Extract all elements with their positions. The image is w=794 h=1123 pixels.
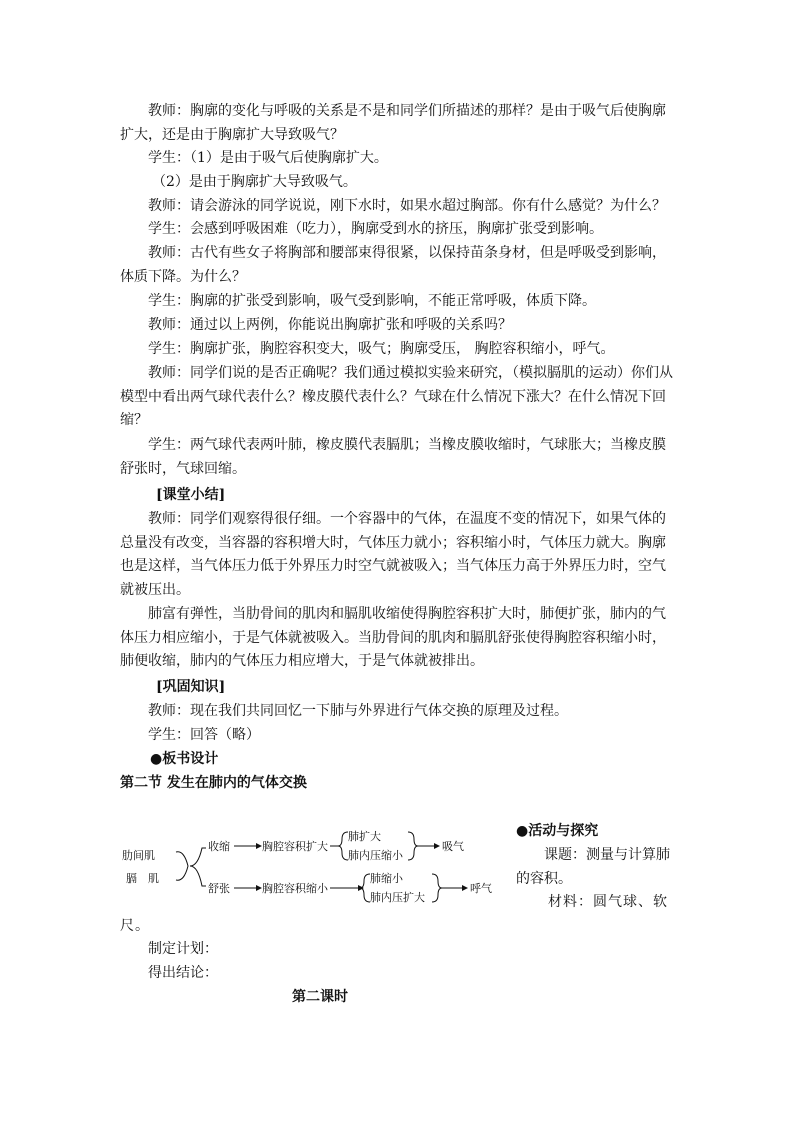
consolidate-heading: [巩固知识] <box>156 679 226 695</box>
lung-shrink-label: 肺缩小 <box>370 872 403 885</box>
inhale-label: 吸气 <box>442 840 464 853</box>
conclusion-label: 得出结论： <box>148 965 218 981</box>
summary-paragraph: 教师：同学们观察得很仔细。一个容器中的气体，在温度不变的情况下，如果气体的总量没有改变，当容器的容积增大时，气体压力就小；容积缩小时，气体压力就大。胸廓也是这样，当气体压力低于外界压力时空气就被吸入；当气体压力高于外界压力时，空气就被压出。 <box>120 511 666 598</box>
volume-up-label: 胸腔容积扩大 <box>262 840 328 853</box>
second-lesson-heading: 第二课时 <box>292 989 348 1005</box>
activity-heading: ●活动与探究 <box>516 823 599 839</box>
paragraph: 教师：古代有些女子将胸部和腰部束得很紧，以保持苗条身材，但是呼吸受到影响，体质下降。为什么？ <box>120 245 666 285</box>
summary-heading: [课堂小结] <box>156 487 226 503</box>
board-heading: ●板书设计 <box>150 751 219 767</box>
paragraph: 学生：两气球代表两叶肺，橡皮膜代表膈肌；当橡皮膜收缩时，气球胀大；当橡皮膜舒张时，气球回缩。 <box>120 437 666 477</box>
pressure-down-label: 肺内压缩小 <box>348 849 403 862</box>
contract-label: 收缩 <box>208 840 230 853</box>
paragraph: 学生：胸廓的扩张受到影响，吸气受到影响，不能正常呼吸，体质下降。 <box>148 293 596 309</box>
summary-paragraph: 肺富有弹性，当肋骨间的肌肉和膈肌收缩使得胸腔容积扩大时，肺便扩张，肺内的气体压力相应缩小，于是气体就被吸入。当肋骨间的肌肉和膈肌舒张使得胸腔容积缩小时，肺便收缩，肺内的气体压力相应增大，于是气体就被排出。 <box>120 606 666 669</box>
paragraph: 教师：通过以上两例，你能说出胸廓扩张和呼吸的关系吗？ <box>148 317 512 333</box>
paragraph: 教师：胸廓的变化与呼吸的关系是不是和同学们所描述的那样？是由于吸气后使胸廓扩大，还是由于胸廓扩大导致吸气？ <box>120 103 666 143</box>
muscle-label: 肋间肌 <box>122 849 155 862</box>
lung-expand-label: 肺扩大 <box>348 830 381 843</box>
muscle-label: 膈 肌 <box>126 872 159 885</box>
plan-label: 制定计划： <box>148 941 218 957</box>
activity-topic: 课题：测量与计算肺的容积。 <box>516 847 670 887</box>
consolidate-paragraph: 学生：回答（略） <box>148 727 260 743</box>
volume-down-label: 胸腔容积缩小 <box>262 882 328 895</box>
paragraph: 学生：会感到呼吸困难（吃力），胸廓受到水的挤压，胸廓扩张受到影响。 <box>148 221 603 237</box>
consolidate-paragraph: 教师：现在我们共同回忆一下肺与外界进行气体交换的原理及过程。 <box>148 703 568 719</box>
relax-label: 舒张 <box>208 882 230 895</box>
paragraph: 学生：（1）是由于吸气后使胸廓扩大。 <box>148 150 388 166</box>
section-title: 第二节 发生在肺内的气体交换 <box>120 775 307 791</box>
exhale-label: 呼气 <box>470 882 492 895</box>
paragraph: 教师：请会游泳的同学说说，刚下水时，如果水超过胸部。你有什么感觉？为什么？ <box>148 198 666 214</box>
paragraph: （2）是由于胸廓扩大导致吸气。 <box>152 174 357 190</box>
paragraph: 学生：胸廓扩张，胸腔容积变大，吸气；胸廓受压， 胸腔容积缩小，呼气。 <box>148 341 615 357</box>
pressure-up-label: 肺内压扩大 <box>370 891 425 904</box>
activity-materials: 材料：圆气球、软尺。 <box>120 894 668 934</box>
paragraph: 教师：同学们说的是否正确呢？我们通过模拟实验来研究，（模拟膈肌的运动）你们从模型中看出两气球代表什么？橡皮膜代表什么？气球在什么情况下涨大？在什么情况下回缩？ <box>120 365 673 428</box>
